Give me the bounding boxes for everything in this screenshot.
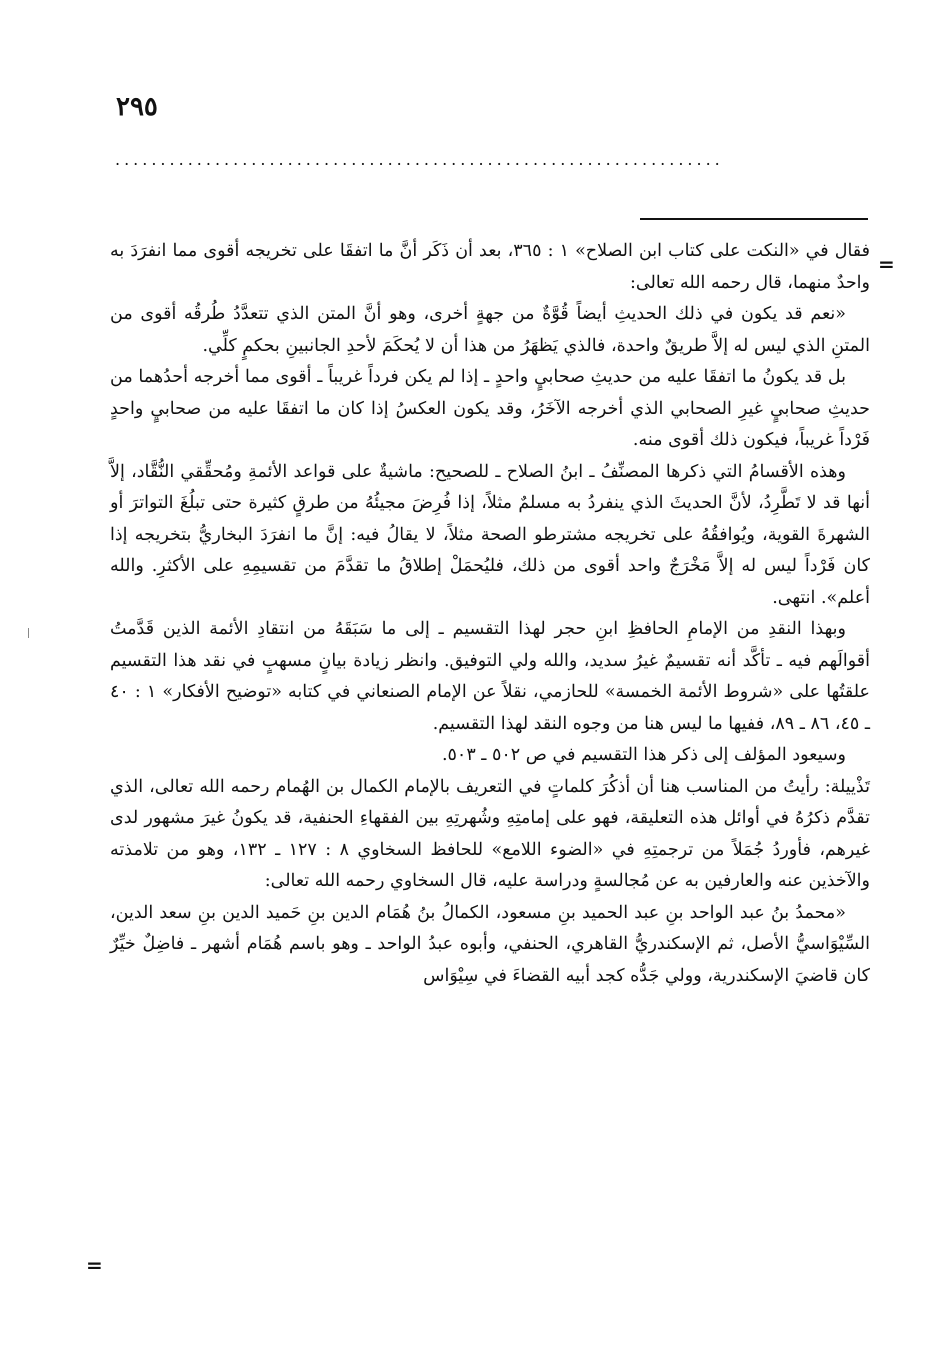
paragraph: وهذه الأقسامُ التي ذكرها المصنِّفُ ـ ابنُ الصلاح ـ للصحيح: ماشيةٌ على قواعد الأئمةِ ومُحقِّقي النُّقَّاد، إلاَّ أنها قد لا تَطَّرِدُ، لأنَّ الحديثَ الذي ينفردُ به مسلمٌ مثلاً، إذا فُرِضَ مجيئُهُ من طرقٍ كثيرة حتى تبلُغَ التواترَ أو الشهرةَ القوية، ويُوافقُهُ على تخريجه مشترطو الصحة مثلاً، لا يقالُ فيه: إنَّ ما انفرَدَ البخاريُّ بتخريجه إذا كان فَرْداً ليس له إلاَّ مَخْرَجٌ واحد أقوى من ذلك، فليُحمَلْ إطلاقُ ما تقدَّمَ من تقسيمِهِ على الأكثرِ. والله أعلم». انتهى. — [110, 461, 870, 608]
continuation-mark-bottom: = — [86, 1253, 103, 1277]
margin-tick — [28, 628, 29, 638]
page-number: ٢٩٥ — [116, 92, 158, 122]
dotted-separator: ................................................................... — [115, 150, 724, 169]
paragraph: فقال في «النكت على كتاب ابن الصلاح» ١ : ٣٦٥، بعد أن ذَكَر أنَّ ما اتفقَا على تخريجه أقوى مما انفرَدَ به واحدٌ منهما، قال رحمه الله تعالى: — [110, 241, 870, 293]
paragraph: بل قد يكونُ ما اتفقَا عليه من حديثِ صحابيٍ واحدٍ ـ إذا لم يكن فرداً غريباً ـ أقوى مما أخرجه أحدُهما من حديثِ صحابيٍ غيرِ الصحابي الذي أخرجه الآخَرُ، وقد يكون العكسُ إذا كان ما اتفقَا عليه من صحابيٍ واحدٍ فَرْداً غريباً، فيكون ذلك أقوى منه. — [110, 367, 870, 450]
paragraph: تَذْييلة: رأيتُ من المناسب هنا أن أذكُرَ كلماتٍ في التعريف بالإمام الكمال بن الهُمام رحمه الله تعالى، الذي تقدَّم ذكرُهُ في أوائل هذه التعليقة، فهو على إمامتِهِ وشُهرتِهِ بين الفقهاءِ الحنفية، قد يكونُ غيرَ مشهور لدى غيرهم، فأوردُ جُمَلاً من ترجمتِهِ في «الضوء اللامع» للحافظ السخاوي ٨ : ١٢٧ ـ ١٣٢، وهو من تلامذته والآخذين عنه والعارفين به عن مُجالسةٍ ودراسة عليه، قال السخاوي رحمه الله تعالى: — [110, 776, 870, 891]
paragraph: «نعم قد يكون في ذلك الحديثِ أيضاً قُوَّةٌ من جهةٍ أخرى، وهو أنَّ المتن الذي تتعدَّدُ طُرقُه أقوى من المتنِ الذي ليس له إلاَّ طريقٌ واحدة، فالذي يَظهَرُ من هذا أن لا يُحكَمَ لأحدِ الجانبينِ بحكمٍ كلِّي. — [110, 304, 870, 356]
footnote-rule — [640, 218, 868, 220]
continuation-mark-top: = — [878, 252, 895, 276]
paragraph: وسيعود المؤلف إلى ذكر هذا التقسيم في ص ٥٠٢ ـ ٥٠٣. — [441, 745, 846, 765]
paragraph: «محمدُ بنُ عبد الواحد بنِ عبد الحميد بنِ مسعود، الكمالُ بنُ هُمَام الدين بنِ حَميد الدين بنِ سعد الدين، السِّيْوَاسيُّ الأصل، ثم الإسكندريُّ القاهري، الحنفي، وأبوه عبدُ الواحد ـ وهو باسم هُمَام أشهر ـ فاضِلٌ خيِّرٌ كان قاضيَ الإسكندرية، وولي جَدُّه كجد أبيه القضاءَ في سِيْوَاس — [110, 902, 870, 986]
paragraph: وبهذا النقدِ من الإمامِ الحافظِ ابنِ حجر لهذا التقسيم ـ إلى ما سَبَقَهُ من انتقادِ الأئمة الذين قَدَّمتُ أقوالَهم فيه ـ تأكَّد أنه تقسيمٌ غيرُ سديد، والله ولي التوفيق. وانظر زيادة بيانٍ مسهبٍ في نقد هذا التقسيم علقتُها على «شروط الأئمة الخمسة» للحازمي، نقلاً عن الإمام الصنعاني في كتابه «توضيح الأفكار» ١ : ٤٠ ـ ٤٥، ٨٦ ـ ٨٩، ففيها ما ليس هنا من وجوه النقد لهذا التقسيم. — [110, 619, 870, 734]
footnote-body — [110, 236, 870, 992]
